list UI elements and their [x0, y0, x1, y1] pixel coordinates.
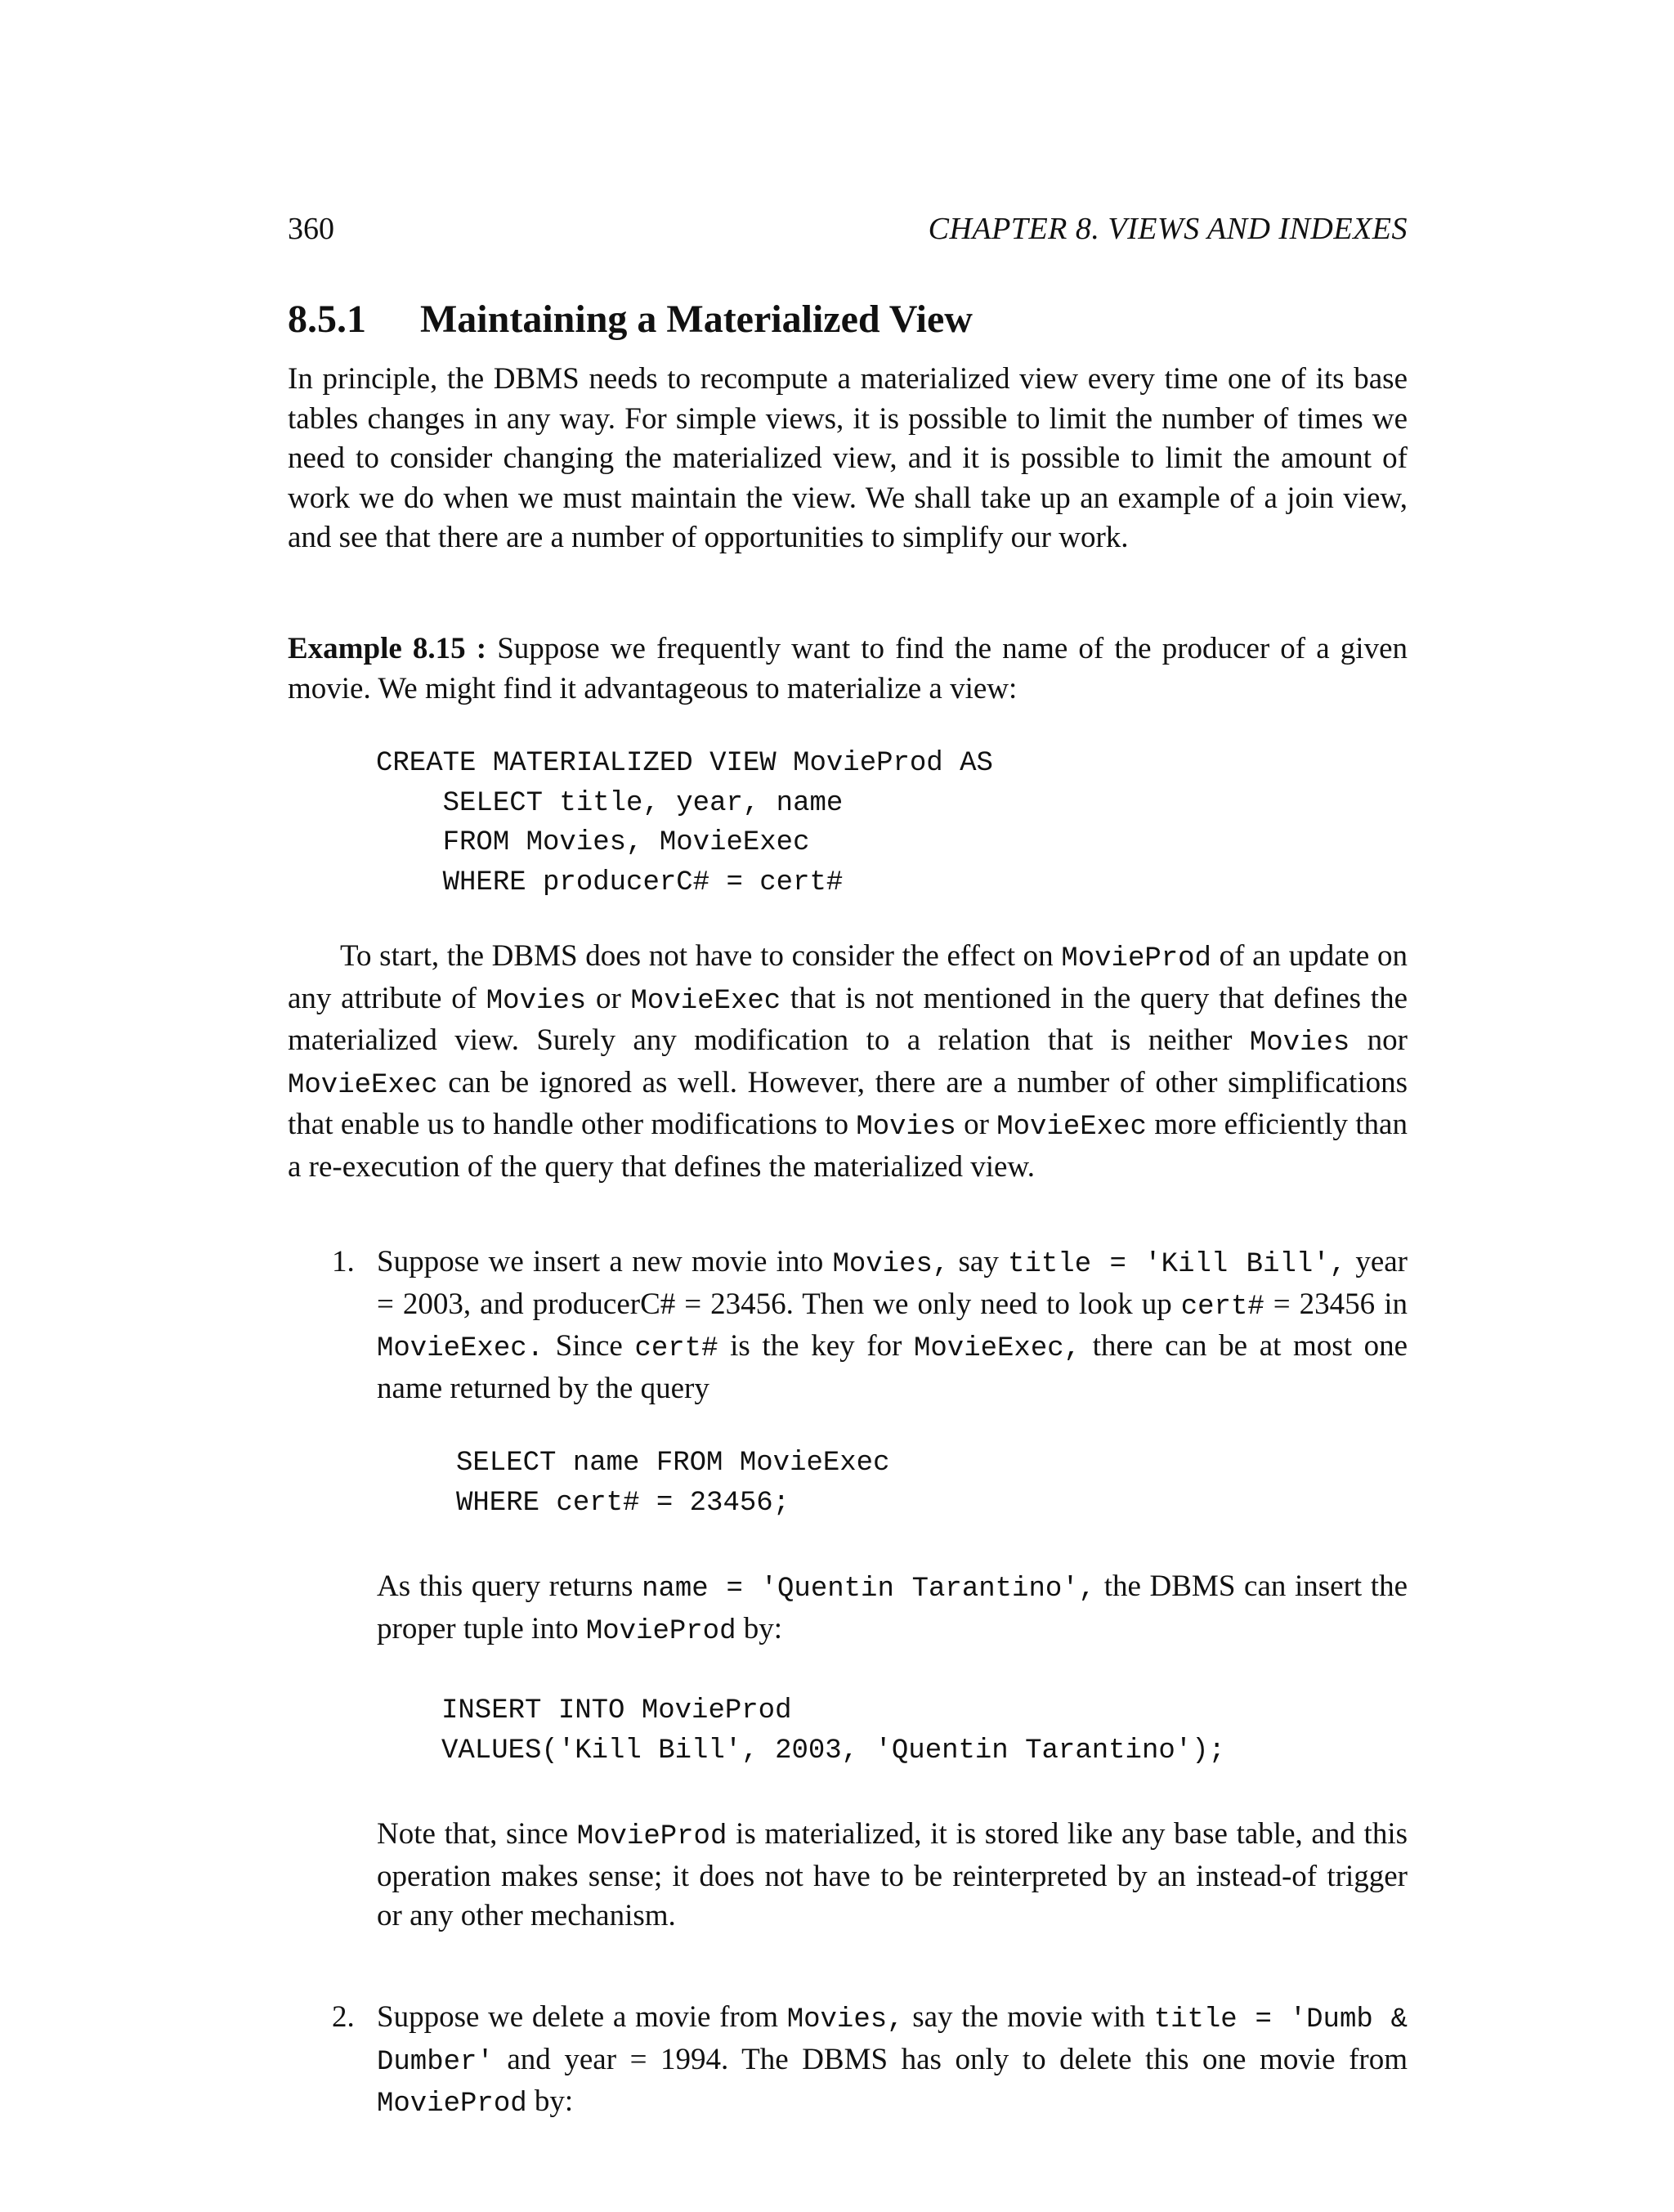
inline-code: cert#: [1180, 1291, 1264, 1323]
inline-code: MovieProd: [585, 1615, 736, 1647]
narrative-text: can be ignored as well. However, there are a number of other simplifications that enable us to handle other modifications to: [288, 1065, 1408, 1141]
item-text: say the movie with: [903, 2000, 1154, 2034]
inline-code: MovieExec,: [914, 1333, 1081, 1364]
item-text: by:: [526, 2084, 574, 2118]
running-head: [288, 209, 1408, 249]
inline-code: MovieProd: [576, 1821, 727, 1852]
create-view-code: CREATE MATERIALIZED VIEW MovieProd AS SELECT title, year, name FROM Movies, MovieExec WHERE producerC# = cert#: [376, 748, 993, 898]
item-text: Suppose we delete a movie from: [377, 2000, 787, 2034]
narrative-text: or: [586, 981, 631, 1015]
inline-code: Movies: [486, 985, 587, 1017]
item-text: is the key for: [718, 1329, 914, 1363]
select-query-code: SELECT name FROM MovieExec WHERE cert# = 23456;: [456, 1448, 890, 1519]
item-text: there can be at most one name returned by the query: [377, 1329, 1408, 1405]
list-item-text: [377, 1998, 1408, 2125]
inline-code: name = 'Quentin Tarantino',: [642, 1574, 1096, 1605]
item-text: the DBMS can insert the proper tuple into: [377, 1569, 1408, 1646]
intro-paragraph: In principle, the DBMS needs to recompute a materialized view every time one of its base tables changes in any way. For simple views, it is possible to limit the number of times we need to consider changing the materialized view, and it is possible to limit the amount of work we do when we must maintain the view. We shall take up an example of a join view, and see that there are a number of opportunities to simplify our work.: [288, 362, 1408, 554]
item-text: As this query returns: [377, 1569, 642, 1603]
item-text: by:: [736, 1611, 783, 1646]
item-text: Note that, since: [377, 1817, 577, 1851]
example-paragraph: [288, 629, 1408, 709]
item-text: Suppose we insert a new movie into: [377, 1245, 833, 1278]
narrative-paragraph: [288, 937, 1408, 1187]
inline-code: MovieExec: [288, 1069, 438, 1101]
narrative-text: more efficiently than a re-execution of the query that defines the materialized view.: [288, 1108, 1408, 1184]
page-number: 360: [288, 212, 334, 246]
inline-code: title = 'Dumb & Dumber': [377, 2004, 1408, 2078]
narrative-text: that is not mentioned in the query that defines the materialized view. Surely any modification to a relation that is neither: [288, 981, 1408, 1057]
item-text: is materialized, it is stored like any base table, and this operation makes sense; it does not have to be reinterpreted by an instead-of trigger or any other mechanism.: [377, 1817, 1408, 1932]
inline-code: title = 'Kill Bill',: [1008, 1249, 1347, 1280]
section-title: Maintaining a Materialized View: [420, 298, 973, 341]
query-result-paragraph: [377, 1567, 1408, 1651]
inline-code: Movies,: [832, 1249, 950, 1280]
item-text: = 23456 in: [1264, 1287, 1408, 1321]
list-item-number: 2.: [332, 2000, 355, 2034]
list-item-text: [377, 1243, 1408, 1408]
inline-code: MovieProd: [1061, 943, 1211, 974]
inline-code: MovieExec: [996, 1112, 1147, 1143]
inline-code: Movies: [856, 1112, 956, 1143]
narrative-text: To start, the DBMS does not have to consider the effect on: [340, 939, 1062, 973]
item-text: year = 2003, and producerC# = 23456. Then we only need to look up: [377, 1245, 1408, 1321]
section-heading: [288, 297, 973, 343]
list-item-number: 1.: [332, 1245, 355, 1278]
note-paragraph: [377, 1815, 1408, 1937]
book-page: [288, 0, 1408, 2212]
inline-code: Movies: [1249, 1028, 1350, 1059]
inline-code: Movies,: [786, 2004, 904, 2035]
inline-code: MovieExec.: [377, 1333, 544, 1364]
section-number: 8.5.1: [288, 298, 366, 341]
chapter-title: CHAPTER 8. VIEWS AND INDEXES: [928, 212, 1408, 246]
narrative-text: nor: [1349, 1023, 1408, 1057]
item-text: Since: [544, 1329, 635, 1363]
item-text: and year = 1994. The DBMS has only to delete this one movie from: [493, 2042, 1408, 2076]
narrative-text: of an update on any attribute of: [288, 939, 1408, 1015]
inline-code: cert#: [634, 1333, 718, 1364]
narrative-text: or: [956, 1108, 997, 1141]
item-text: say: [949, 1245, 1009, 1278]
insert-statement-code: INSERT INTO MovieProd VALUES('Kill Bill', 2003, 'Quentin Tarantino');: [441, 1695, 1225, 1766]
example-label: Example 8.15 :: [288, 632, 487, 665]
inline-code: MovieProd: [377, 2089, 527, 2120]
example-text: Suppose we frequently want to find the name of the producer of a given movie. We might find it advantageous to materialize a view:: [288, 632, 1408, 705]
inline-code: MovieExec: [630, 985, 781, 1017]
